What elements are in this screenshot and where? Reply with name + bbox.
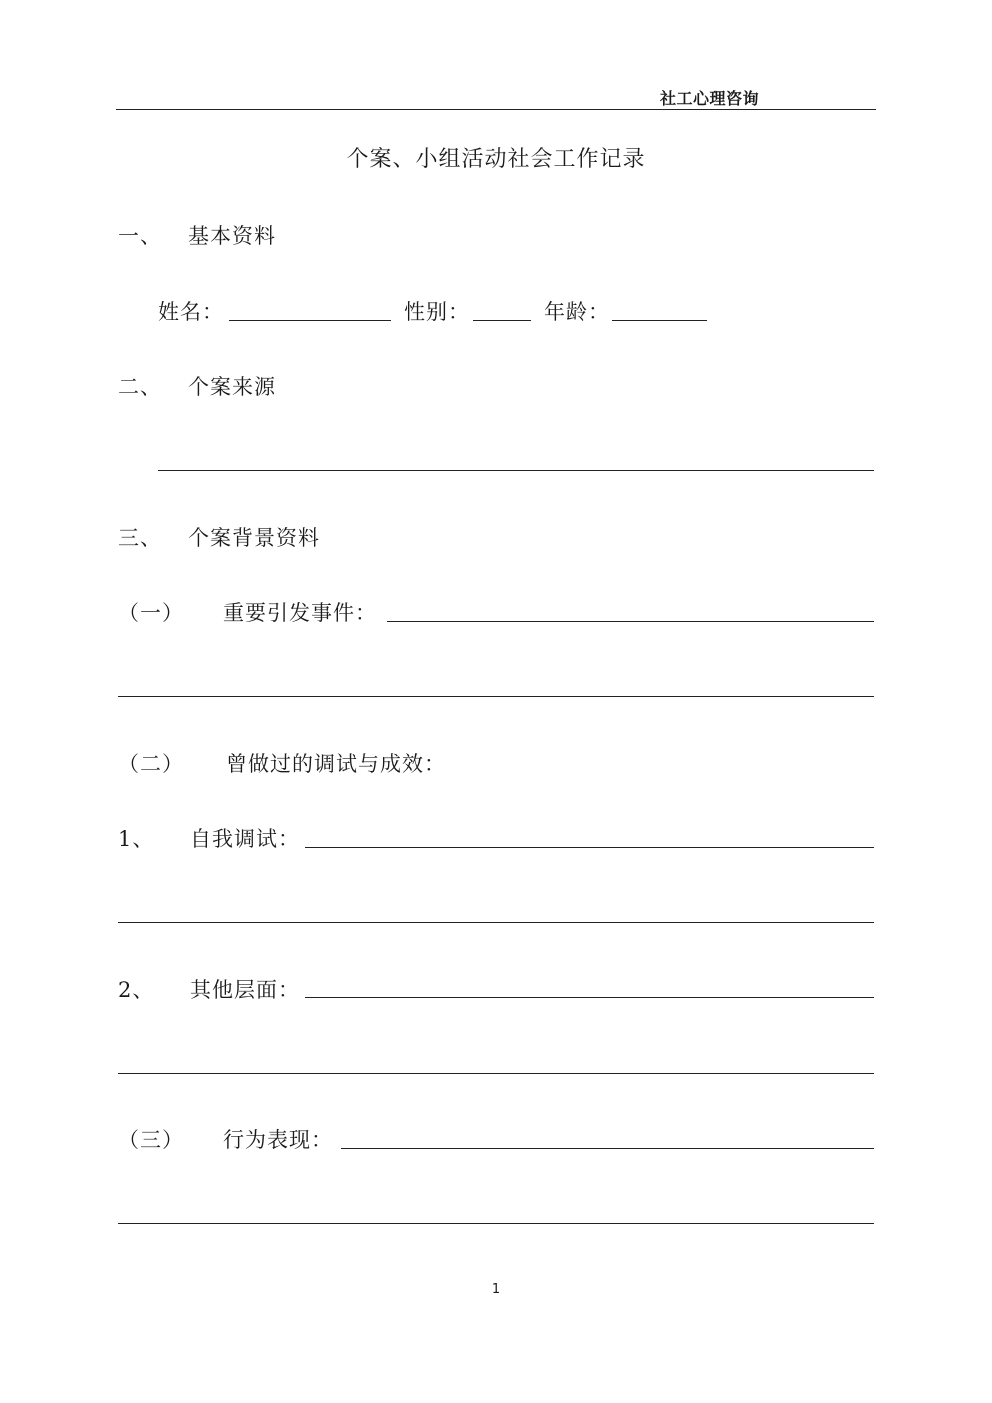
page-number: 1	[491, 1282, 501, 1297]
subsection-3-label: 行为表现：	[223, 1128, 333, 1152]
item-2	[118, 974, 300, 1004]
subsection-2-number: （二）	[118, 752, 184, 776]
gender-label: 性别：	[404, 300, 470, 324]
age-field[interactable]	[612, 320, 707, 321]
section-1-title: 基本资料	[188, 224, 276, 248]
trigger-event-field[interactable]	[387, 621, 874, 622]
subsection-1-label: 重要引发事件：	[223, 601, 377, 625]
section-1-heading	[118, 220, 276, 250]
gender-field[interactable]	[473, 320, 531, 321]
other-aspects-field-line-2[interactable]	[118, 1073, 874, 1074]
name-label: 姓名：	[158, 300, 224, 324]
subsection-2	[118, 748, 446, 778]
subsection-2-label: 曾做过的调试与成效：	[226, 752, 446, 776]
section-3-title: 个案背景资料	[188, 526, 320, 550]
case-source-field[interactable]	[158, 470, 874, 471]
section-3-number: 三、	[118, 526, 162, 550]
name-field[interactable]	[229, 320, 391, 321]
section-2-heading	[118, 371, 276, 401]
trigger-event-field-line-2[interactable]	[118, 696, 874, 697]
age-label: 年龄：	[544, 300, 610, 324]
item-1-number: 1、	[118, 827, 155, 851]
section-2-title: 个案来源	[188, 375, 276, 399]
self-adjustment-field-line-2[interactable]	[118, 922, 874, 923]
subsection-1	[118, 597, 377, 627]
behavior-field[interactable]	[341, 1148, 874, 1149]
item-1-label: 自我调试：	[190, 827, 300, 851]
section-2-number: 二、	[118, 375, 162, 399]
self-adjustment-field[interactable]	[305, 847, 874, 848]
section-1-number: 一、	[118, 224, 162, 248]
other-aspects-field[interactable]	[305, 997, 874, 998]
subsection-3	[118, 1124, 333, 1154]
header-brand: 社工心理咨询	[660, 89, 760, 108]
header-divider	[116, 109, 876, 110]
behavior-field-line-2[interactable]	[118, 1223, 874, 1224]
item-2-label: 其他层面：	[190, 978, 300, 1002]
document-title: 个案、小组活动社会工作记录	[346, 147, 646, 172]
section-3-heading	[118, 522, 320, 552]
item-2-number: 2、	[118, 978, 155, 1002]
subsection-1-number: （一）	[118, 601, 184, 625]
item-1	[118, 823, 300, 853]
subsection-3-number: （三）	[118, 1128, 184, 1152]
